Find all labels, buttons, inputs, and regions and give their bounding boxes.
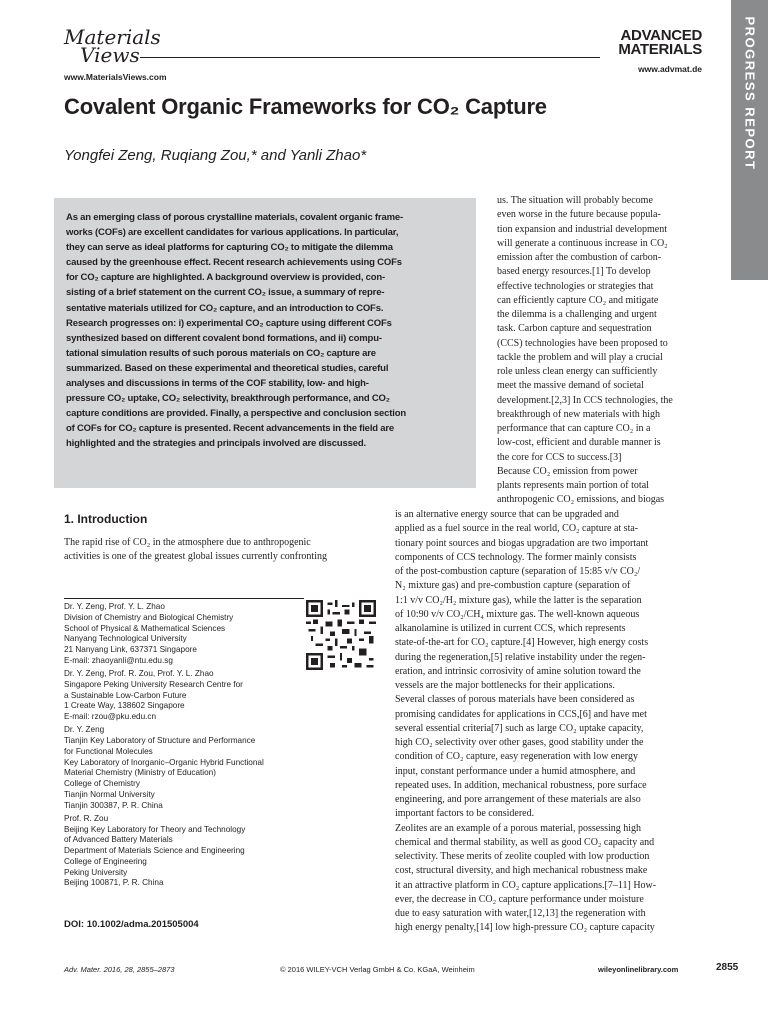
text-line: several essential criteria[7] such as large CO₂ uptake capacity, (395, 722, 644, 734)
text-line: anthropogenic CO₂ emissions, and biogas (497, 494, 665, 506)
abstract-box (54, 198, 476, 488)
affiliation-line: Beijing Key Laboratory for Theory and Technology (64, 824, 246, 834)
affiliation-line: E-mail: zhaoyanli@ntu.edu.sg (64, 655, 173, 665)
affiliations (64, 602, 264, 892)
text-line: task. Carbon capture and sequestration (497, 323, 652, 335)
text-line: synthesized based on different covalent bond formations, and ii) compu- (66, 332, 382, 344)
section-heading: 1. Introduction (64, 512, 148, 526)
text-line: 1:1 v/v CO₂/H₂ mixture gas), while the latter is the separation (395, 594, 642, 606)
text-line: of COFs for CO₂ capture is presented. Recent advancements in the field are (66, 423, 395, 435)
affiliation-line: for Functional Molecules (64, 746, 153, 756)
affiliation-line: School of Physical & Mathematical Sciences (64, 623, 226, 633)
article-title: Covalent Organic Frameworks for CO₂ Capture (64, 94, 547, 119)
affiliation-line: Material Chemistry (Ministry of Education) (64, 768, 216, 778)
publisher-logo-line: Materials (64, 25, 161, 49)
text-line: highlighted and the strategies and principals involved are discussed. (66, 438, 367, 450)
affiliation-line: Key Laboratory of Inorganic–Organic Hybrid Functional (64, 757, 264, 767)
text-line: repeated uses. In addition, mechanical robustness, pore surface (395, 779, 647, 791)
text-line: components of CCS technology. The former mainly consists (395, 551, 637, 563)
affiliation-line: Tianjin 300387, P. R. China (64, 800, 163, 810)
affiliation-block (64, 669, 264, 723)
text-line: us. The situation will probably become (497, 195, 653, 206)
text-line: tackle the problem and will play a crucial (497, 351, 663, 363)
affiliation-block (64, 725, 264, 811)
affiliation-line: College of Engineering (64, 856, 147, 866)
text-line: during the regeneration,[5] relative instability under the regen- (395, 651, 646, 663)
affiliation-line: Nanyang Technological University (64, 634, 187, 644)
text-line: important factors to be considered. (395, 808, 535, 820)
affiliation-line: Peking University (64, 867, 128, 877)
right-column-text-wide (395, 508, 656, 936)
text-line: performance that can capture CO₂ in a (497, 423, 651, 434)
text-line: ever, the decrease in CO₂ capture performance under moisture (395, 893, 644, 905)
text-line: effective technologies or strategies that (497, 280, 654, 292)
right-column-text (497, 194, 673, 508)
text-line: it an attractive platform in CO₂ capture applications.[7–11] How- (395, 879, 657, 891)
affiliation-line: a Sustainable Low-Carbon Future (64, 690, 187, 700)
text-line: selectivity. These merits of zeolite coupled with low production (395, 851, 650, 862)
text-line: Research progresses on: i) experimental CO₂ capture using different COFs (66, 317, 392, 329)
text-line: role unless clean energy can sufficiently (497, 366, 658, 377)
journal-logo (618, 29, 702, 57)
text-line: state-of-the-art for CO₂ capture.[4] However, high energy costs (395, 637, 649, 649)
publisher-url[interactable]: www.MaterialsViews.com (64, 72, 167, 82)
affiliation-line: Department of Materials Science and Engineering (64, 846, 245, 855)
publisher-logo-line: Views (80, 43, 140, 67)
affiliation-line: Prof. R. Zou (64, 813, 109, 823)
text-line: engineering, and pore arrangement of these materials are also (395, 794, 641, 805)
text-line: for CO₂ capture are highlighted. A background overview is provided, con- (66, 272, 386, 284)
text-line: Because CO₂ emission from power (497, 465, 638, 477)
text-line: summarized. Based on these experimental and theoretical studies, careful (66, 362, 389, 374)
text-line: of the post-combustion capture (separation of 15:85 v/v CO₂/ (395, 566, 641, 577)
header-rule (140, 57, 600, 58)
text-line: tion expansion and industrial development (497, 223, 667, 235)
text-line: high energy penalty,[14] low high-pressure CO₂ capture capacity (395, 922, 655, 934)
affiliation-line: Dr. Y. Zeng, Prof. R. Zou, Prof. Y. L. Zhao (64, 669, 214, 678)
text-line: Several classes of porous materials have been considered as (395, 694, 635, 706)
affiliation-line: Dr. Y. Zeng (64, 725, 105, 735)
footer-site[interactable]: wileyonlinelibrary.com (598, 965, 679, 974)
text-line: even worse in the future because popula- (497, 209, 661, 221)
affiliation-line: Dr. Y. Zeng, Prof. Y. L. Zhao (64, 602, 165, 611)
text-line: As an emerging class of porous crystalline materials, covalent organic frame- (66, 212, 404, 223)
text-line: low-cost, efficient and durable manner is (497, 437, 661, 449)
section-side-tab (731, 0, 768, 280)
text-line: alkanolamine is utilized in current CCS, which represents (395, 623, 626, 634)
text-line: vessels are the major bottlenecks for their applications. (395, 680, 615, 691)
affiliation-line: Tianjin Normal University (64, 789, 155, 799)
affiliation-line: College of Chemistry (64, 779, 140, 788)
text-line: chemical and thermal stability, as well as good CO₂ capacity and (395, 836, 655, 848)
text-line: emission after the combustion of carbon- (497, 252, 662, 263)
journal-url[interactable]: www.advmat.de (638, 64, 702, 74)
text-line: breakthrough of new materials with high (497, 408, 661, 420)
affiliation-line: Division of Chemistry and Biological Chemistry (64, 612, 234, 622)
text-line: analyses and discussions in terms of the COF stability, low- and high- (66, 378, 369, 390)
text-line: sisting of a brief statement on the current CO₂ issue, a summary of repre- (66, 287, 385, 299)
text-line: input, constant performance under a humid atmosphere, and (395, 765, 636, 777)
text-line: will generate a continuous increase in CO₂ (497, 237, 668, 249)
intro-paragraph (64, 536, 327, 565)
text-line: they can serve as ideal platforms for capturing CO₂ to mitigate the dilemma (66, 242, 393, 254)
affiliation-block (64, 814, 264, 889)
affiliation-line: Beijing 100871, P. R. China (64, 878, 164, 888)
text-line: promising candidates for applications in CCS,[6] and have met (395, 708, 647, 720)
text-line: applied as a fuel source in the real world, CO₂ capture at sta- (395, 523, 639, 535)
footer-citation: Adv. Mater. 2016, 28, 2855–2873 (64, 965, 175, 974)
text-line: sentative materials utilized for CO₂ capture, and an introduction to COFs. (66, 302, 384, 314)
text-line: plants represents main portion of total (497, 480, 649, 491)
page-number: 2855 (716, 962, 739, 973)
text-line: tionary point sources and biogas upgradation are two important (395, 537, 649, 549)
text-line: the dilemma is a challenging and urgent (497, 309, 657, 320)
affiliation-line: E-mail: rzou@pku.edu.cn (64, 712, 157, 721)
section-label: PROGRESS REPORT (742, 16, 757, 171)
text-line: works (COFs) are excellent candidates for various applications. In particular, (66, 227, 399, 239)
text-line: Zeolites are an example of a porous material, possessing high (395, 822, 642, 834)
text-line: is an alternative energy source that can be upgraded and (395, 509, 619, 520)
text-line: cost, structural diversity, and high mechanical robustness make (395, 865, 648, 877)
publisher-logo (64, 25, 161, 67)
text-line: tational simulation results of such porous materials on CO₂ capture are (66, 347, 376, 359)
abstract-text (66, 210, 466, 452)
affiliation-block (64, 602, 264, 667)
text-line: (CCS) technologies have been proposed to (497, 337, 668, 349)
text-line: of 10:90 v/v CO₂/CH₄ mixture gas. The well-known aqueous (395, 608, 640, 620)
affiliation-line: 21 Nanyang Link, 637371 Singapore (64, 645, 197, 654)
affiliation-line: Singapore Peking University Research Centre for (64, 679, 243, 689)
article-authors: Yongfei Zeng, Ruqiang Zou,* and Yanli Zhao* (64, 147, 367, 164)
footer-copyright: © 2016 WILEY-VCH Verlag GmbH & Co. KGaA, Weinheim (280, 965, 475, 974)
text-line: can efficiently capture CO₂ and mitigate (497, 294, 659, 306)
affiliation-line: 1 Create Way, 138602 Singapore (64, 701, 185, 711)
affiliation-rule (64, 598, 304, 599)
text-line: pressure CO₂ uptake, CO₂ selectivity, breakthrough performance, and CO₂ (66, 393, 390, 405)
text-line: development.[2,3] In CCS technologies, the (497, 394, 673, 406)
text-line: based energy resources.[1] To develop (497, 266, 651, 278)
text-line: activities is one of the greatest global issues currently confronting (64, 551, 327, 563)
qr-code-icon (306, 600, 376, 670)
text-line: due to easy saturation with water,[12,13] the regeneration with (395, 908, 646, 919)
text-line: caused by the greenhouse effect. Recent research achievements using COFs (66, 257, 402, 269)
text-line: The rapid rise of CO₂ in the atmosphere due to anthropogenic (64, 537, 311, 548)
journal-logo-line: ADVANCED (620, 27, 702, 44)
text-line: capture conditions are provided. Finally, a perspective and conclusion section (66, 408, 407, 420)
affiliation-line: of Advanced Battery Materials (64, 835, 173, 845)
journal-logo-line: MATERIALS (618, 41, 702, 58)
doi-link[interactable]: DOI: 10.1002/adma.201505004 (64, 919, 199, 930)
affiliation-line: Tianjin Key Laboratory of Structure and Performance (64, 736, 256, 745)
text-line: high CO₂ selectivity over other gases, good stability under the (395, 737, 644, 748)
text-line: eration, and intrinsic corrosivity of amine solution toward the (395, 665, 641, 677)
text-line: N₂ mixture gas) and pre-combustion capture (separation of (395, 580, 631, 592)
text-line: meet the massive demand of societal (497, 380, 644, 392)
text-line: condition of CO₂ capture, easy regeneration with low energy (395, 751, 638, 763)
text-line: the core for CCS to success.[3] (497, 451, 622, 463)
